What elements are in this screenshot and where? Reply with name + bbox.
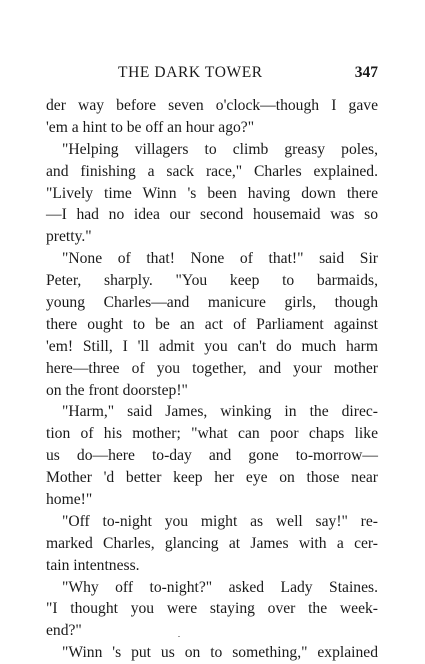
text-line: 'em a hint to be off an hour ago?" [46,118,255,136]
text-line: "Harm," said James, winking in the direc- [62,403,378,421]
text-line: "Helping villagers to climb greasy poles, [62,140,378,158]
text-line: "Lively time Winn 's been having down there [46,184,378,202]
text-line: home!" [46,491,93,509]
text-line: here—three of you together, and your mother [46,359,378,377]
text-line: pretty." [46,228,92,246]
text-line: on the front doorstep!" [46,381,188,399]
text-line: end?" [46,622,82,640]
text-line: marked Charles, glancing at James with a cer- [46,534,378,552]
text-line: "None of that! None of that!" said Sir [62,250,378,268]
text-line: us do—here to-day and gone to-morrow— [46,447,378,465]
text-line: "Winn 's put us on to something," explained [62,644,378,662]
text-line: —I had no idea our second housemaid was so [46,206,378,224]
text-line: there ought to be an act of Parliament against [46,315,378,333]
text-line: 'em! Still, I 'll admit you can't do much harm [46,337,378,355]
body-text [46,95,378,664]
text-line: young Charles—and manicure girls, though [46,294,378,312]
text-line: tain intentness. [46,556,140,574]
text-line: "I thought you were staying over the week- [46,600,378,618]
running-title: THE DARK TOWER [118,64,263,81]
text-line: tion of his mother; "what can poor chaps like [46,425,378,443]
print-speck [178,636,180,637]
text-line: Mother 'd better keep her eye on those near [46,469,378,487]
text-line: Peter, sharply. "You keep to barmaids, [46,272,378,290]
page-header [46,64,378,82]
text-line: "Off to-night you might as well say!" re- [62,512,378,530]
text-line: der way before seven o'clock—though I gave [46,97,378,114]
text-line: and finishing a sack race," Charles explained. [46,162,378,180]
page-number: 347 [354,64,378,81]
text-line: "Why off to-night?" asked Lady Staines. [62,578,378,596]
